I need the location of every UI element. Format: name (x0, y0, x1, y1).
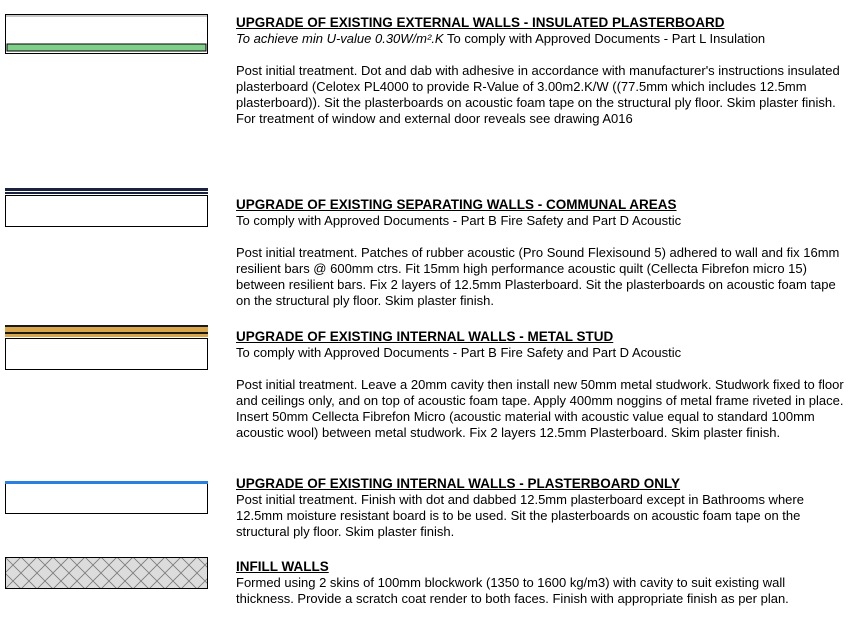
section-plasterboard-only (236, 476, 846, 540)
section-title: UPGRADE OF EXISTING INTERNAL WALLS - PLASTERBOARD ONLY (236, 476, 681, 491)
compliance-note: To comply with Approved Documents - Part L Insulation (443, 31, 766, 46)
external-wall-symbol (5, 14, 208, 54)
section-separating-walls (236, 197, 846, 309)
u-value-note: To achieve min U-value 0.30W/m².K (236, 31, 444, 46)
separating-wall-symbol (5, 188, 208, 228)
section-body: Post initial treatment. Dot and dab with adhesive in accordance with manufacturer's instructions insulated plasterboard (Celotex PL4000 to provide R-Value of 3.00m2.K/W ((77.5mm which includes 12.5mm plasterboard)). Sit the plasterboards on acoustic foam tape on the structural ply floor. Skim plaster finish. (236, 63, 840, 110)
external-wall-hatch-icon (5, 14, 208, 54)
plasterboard-wall-symbol (5, 481, 208, 515)
section-infill-walls (236, 559, 846, 607)
section-title: UPGRADE OF EXISTING INTERNAL WALLS - METAL STUD (236, 329, 614, 344)
section-subtitle (236, 31, 846, 47)
separating-wall-hatch-icon (5, 188, 208, 228)
crosshatch-blockwork-icon (5, 557, 208, 589)
infill-wall-symbol (5, 557, 208, 589)
section-external-walls (236, 15, 846, 127)
metal-stud-wall-symbol (5, 325, 208, 371)
section-body: Formed using 2 skins of 100mm blockwork (1350 to 1600 kg/m3) with cavity to suit existing wall thickness. Provide a scratch coat render to both faces. Finish with appropriate finish as per plan. (236, 575, 789, 606)
section-body: Post initial treatment. Leave a 20mm cavity then install new 50mm metal studwork. Studwork fixed to floor and ceilings only, and on top of acoustic foam tape. Apply 400mm noggins of metal frame riveted in place. Insert 50mm Cellecta Fibrefon Micro (acoustic material with acoustic value equal to standard 100mm acoustic wool) between metal studwork. Fix 2 layers 12.5mm Plasterboard. Skim plaster finish. (236, 377, 844, 440)
plasterboard-hatch-icon (5, 481, 208, 515)
section-title: UPGRADE OF EXISTING SEPARATING WALLS - COMMUNAL AREAS (236, 197, 677, 212)
section-title: UPGRADE OF EXISTING EXTERNAL WALLS - INSULATED PLASTERBOARD (236, 15, 725, 30)
metal-stud-hatch-icon (5, 325, 208, 371)
section-body: Post initial treatment. Finish with dot and dabbed 12.5mm plasterboard except in Bathrooms where 12.5mm moisture resistant board is to be used. Sit the plasterboards on acoustic foam tape on the structural ply floor. Skim plaster finish. (236, 492, 804, 539)
section-subtitle: To comply with Approved Documents - Part B Fire Safety and Part D Acoustic (236, 213, 682, 228)
section-body-note: For treatment of window and external door reveals see drawing A016 (236, 111, 633, 126)
section-subtitle: To comply with Approved Documents - Part B Fire Safety and Part D Acoustic (236, 345, 682, 360)
section-metal-stud (236, 329, 846, 441)
section-body: Post initial treatment. Patches of rubber acoustic (Pro Sound Flexisound 5) adhered to wall and fix 16mm resilient bars @ 600mm ctrs. Fit 15mm high performance acoustic quilt (Cellecta Fibrefon micro 15) between resilient bars. Fix 2 layers of 12.5mm Plasterboard. Sit the plasterboards on acoustic foam tape on the structural ply floor. Skim plaster finish. (236, 245, 840, 308)
section-title: INFILL WALLS (236, 559, 329, 574)
